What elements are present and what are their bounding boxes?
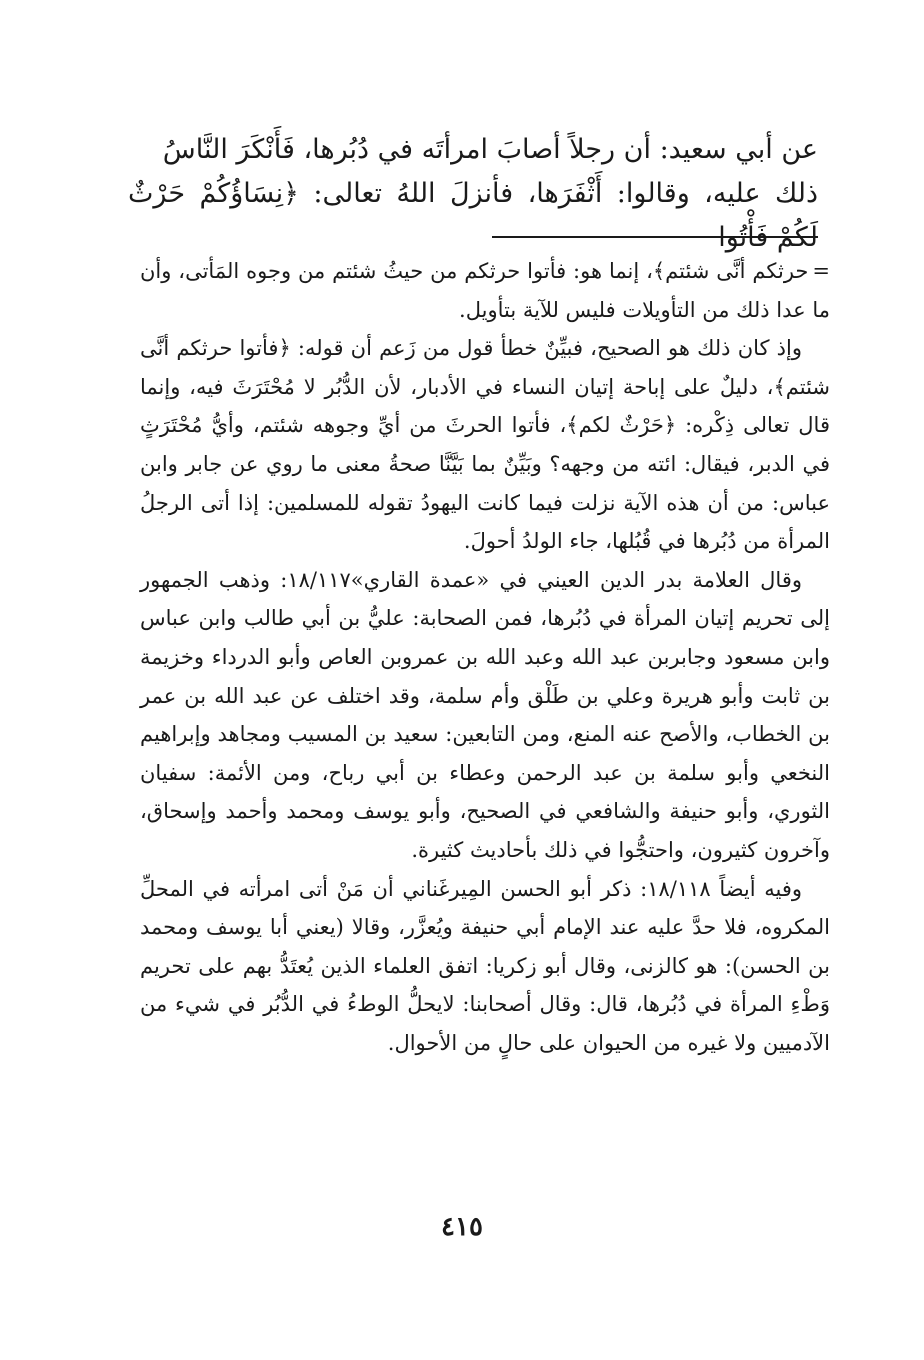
footnote-paragraph: وفيه أيضاً ١٨/١١٨: ذكر أبو الحسن المِيرغَناني أن مَنْ أتى امرأته في المحلِّ المكروه، فلا حدَّ عليه عند الإمام أبي حنيفة ويُعزَّر، وقالا (يعني أبا يوسف ومحمد بن الحسن): هو كالزنى، وقال أبو زكريا: اتفق العلماء الذين يُعتَدُّ بهم على تحريم وَطْءِ المرأة في دُبُرها، قال: وقال أصحابنا: لايحلُّ الوطءُ في الدُّبُر في شيء من الآدميين ولا غيره من الحيوان على حالٍ من الأحوال. — [140, 876, 830, 1055]
footnote-paragraph-text: حرثكم أنَّى شئتم﴾، إنما هو: فأتوا حرثكم من حيثُ شئتم من وجوه المَأتى، وأن ما عدا ذلك من التأويلات فليس للآية بتأويل. — [140, 259, 830, 322]
continuation-marker: = — [812, 259, 830, 283]
footnote-paragraph: وقال العلامة بدر الدين العيني في «عمدة القاري»١٨/١١٧: وذهب الجمهور إلى تحريم إتيان المرأة في دُبُرها، فمن الصحابة: عليُّ بن أبي طالب وابن عباس وابن مسعود وجابربن عبد الله وعبد الله بن عمروبن العاص وأبو الدرداء وخزيمة بن ثابت وأبو هريرة وعلي بن طَلْق وأم سلمة، وقد اختلف عن عبد الله بن عمر بن الخطاب، والأصح عنه المنع، ومن التابعين: سعيد بن المسيب ومجاهد وإبراهيم النخعي وأبو سلمة بن عبد الرحمن وعطاء بن أبي رباح، ومن الأئمة: سفيان الثوري، وأبو حنيفة والشافعي في الصحيح، وأبو يوسف ومحمد وأحمد وإسحاق، وآخرون كثيرون، واحتجُّوا في ذلك بأحاديث كثيرة. — [140, 567, 830, 862]
footnote-paragraph — [140, 252, 830, 329]
main-text-line: ذلك عليه، وقالوا: أَثْفَرَها، فأنزلَ اللهُ تعالى: ﴿نِسَاؤُكُمْ حَرْثٌ لَكُمْ فَأْتُوا — [128, 178, 818, 253]
main-text-line: عن أبي سعيد: أن رجلاً أصابَ امرأتَه في دُبُرها، فَأَنْكَرَ النَّاسُ — [162, 134, 818, 165]
footnote-paragraph: وإذ كان ذلك هو الصحيح، فبيِّنٌ خطأ قول من زَعم أن قوله: ﴿فأتوا حرثكم أنَّى شئتم﴾، دليلٌ على إباحة إتيان النساء في الأدبار، لأن الدُّبُر لا مُحْتَرَثَ فيه، وإنما قال تعالى ذِكْره: ﴿حَرْثٌ لكم﴾، فأتوا الحرثَ من أيِّ وجوهه شئتم، وأيُّ مُحْتَرَثٍ في الدبر، فيقال: ائته من وجهه؟ وبَيِّنٌ بما بَيَّنَّا صحةُ معنى ما روي عن جابر وابن عباس: من أن هذه الآية نزلت فيما كانت اليهودُ تقوله للمسلمين: إذا أتى الرجلُ المرأة من دُبُرها في قُبُلها، جاء الولدُ أحولَ. — [140, 336, 830, 554]
main-text-block — [128, 128, 818, 260]
page-number: ٤١٥ — [441, 1212, 483, 1242]
footnote-separator — [492, 236, 818, 238]
footnotes-block — [140, 252, 830, 1062]
